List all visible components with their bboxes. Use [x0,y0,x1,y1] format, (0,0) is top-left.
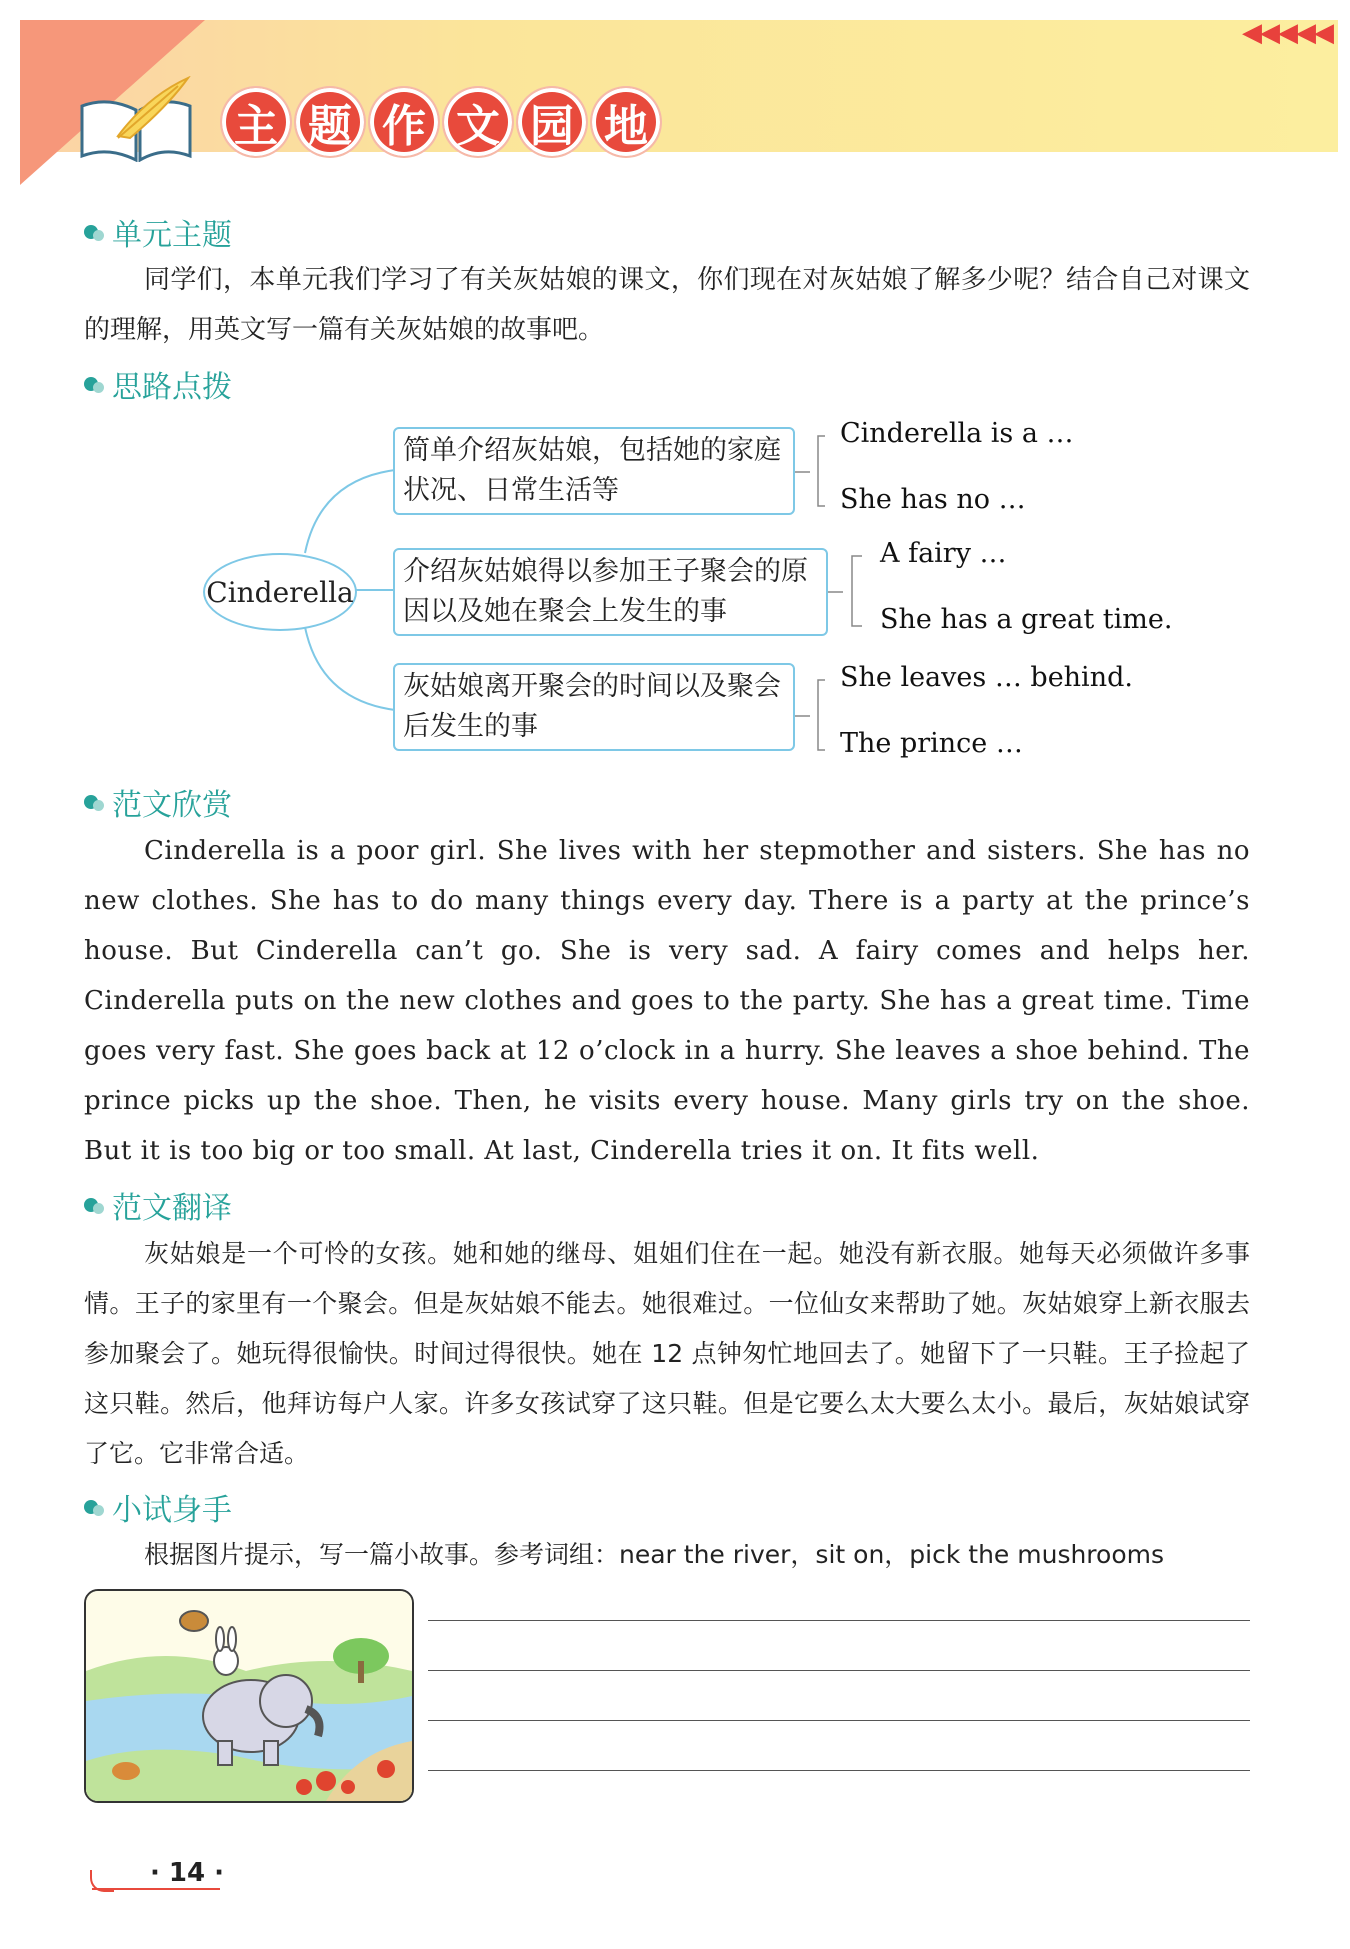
title-char: 主 [222,88,290,156]
page-number: · 14 · [150,1858,225,1888]
theme-text: 同学们，本单元我们学习了有关灰姑娘的课文，你们现在对灰姑娘了解多少呢？结合自己对课文的理解，用英文写一篇有关灰姑娘的故事吧。 [84,265,1250,345]
title-char: 题 [296,88,364,156]
branch-1-leaf-1: Cinderella is a … [840,418,1074,449]
title-char: 文 [444,88,512,156]
mind-branch-1: 简单介绍灰姑娘，包括她的家庭状况、日常生活等 [393,427,795,515]
branch-2-leaf-1: A fairy … [880,538,1007,569]
sample-essay: Cinderella is a poor girl. She lives with her stepmother and sisters. She has no new clothes. She has to do many things every day. There is a party at the prince’s house. But Cinderella can’t go. She is very sad. A fairy comes and helps her. Cinderella puts on the new clothes and goes to the party. She has a great time. Time goes very fast. She goes back at 12 o’clock in a hurry. She leaves a shoe behind. The prince picks up the shoe. Then, he visits every house. Many girls try on the shoe. But it is too big or too small. At last, Cinderella tries it on. It fits well. [84,836,1250,1166]
story-picture [84,1589,414,1803]
mind-branch-2: 介绍灰姑娘得以参加王子聚会的原因以及她在聚会上发生的事 [393,548,828,636]
branch-1-leaf-2: She has no … [840,484,1026,515]
writing-line [428,1620,1250,1621]
mind-branch-3: 灰姑娘离开聚会的时间以及聚会后发生的事 [393,663,795,751]
bullet-icon [84,793,104,811]
arrows-decoration: ◀◀◀◀◀ [1242,18,1332,48]
branch-3-leaf-2: The prince … [840,728,1023,759]
section-heading-label: 范文欣赏 [112,788,232,823]
page-number-underline [92,1888,220,1890]
elephant-rabbit-illustration [86,1591,412,1801]
section-heading-translation [84,1183,232,1227]
translation-text: 灰姑娘是一个可怜的女孩。她和她的继母、姐姐们住在一起。她没有新衣服。她每天必须做许多事情。王子的家里有一个聚会。但是灰姑娘不能去。她很难过。一位仙女来帮助了她。灰姑娘穿上新衣服去参加聚会了。她玩得很愉快。时间过得很快。她在 12 点钟匆忙地回去了。她留下了一只鞋。王子捡起了这只鞋。然后，他拜访每户人家。许多女孩试穿了这只鞋。但是它要么太大要么太小。最后，灰姑娘试穿了它。它非常合适。 [84,1239,1250,1468]
title-char: 作 [370,88,438,156]
writing-line [428,1770,1250,1771]
title-char: 园 [518,88,586,156]
mind-map-center: Cinderella [203,553,357,631]
section-heading-label: 思路点拨 [112,370,232,405]
branch-2-leaf-2: She has a great time. [880,604,1173,635]
section-heading-label: 小试身手 [112,1493,232,1528]
section-heading-label: 范文翻译 [112,1191,232,1226]
section-heading-sample [84,780,232,824]
bullet-icon [84,1196,104,1214]
title-char: 地 [592,88,660,156]
writing-line [428,1670,1250,1671]
section-heading-label: 单元主题 [112,218,232,253]
practice-prompt: 根据图片提示，写一篇小故事。参考词组：near the river，sit on，pick the mushrooms [144,1540,1165,1569]
bullet-icon [84,1498,104,1516]
writing-line [428,1720,1250,1721]
branch-3-leaf-1: She leaves … behind. [840,662,1133,693]
section-heading-practice [84,1485,232,1529]
